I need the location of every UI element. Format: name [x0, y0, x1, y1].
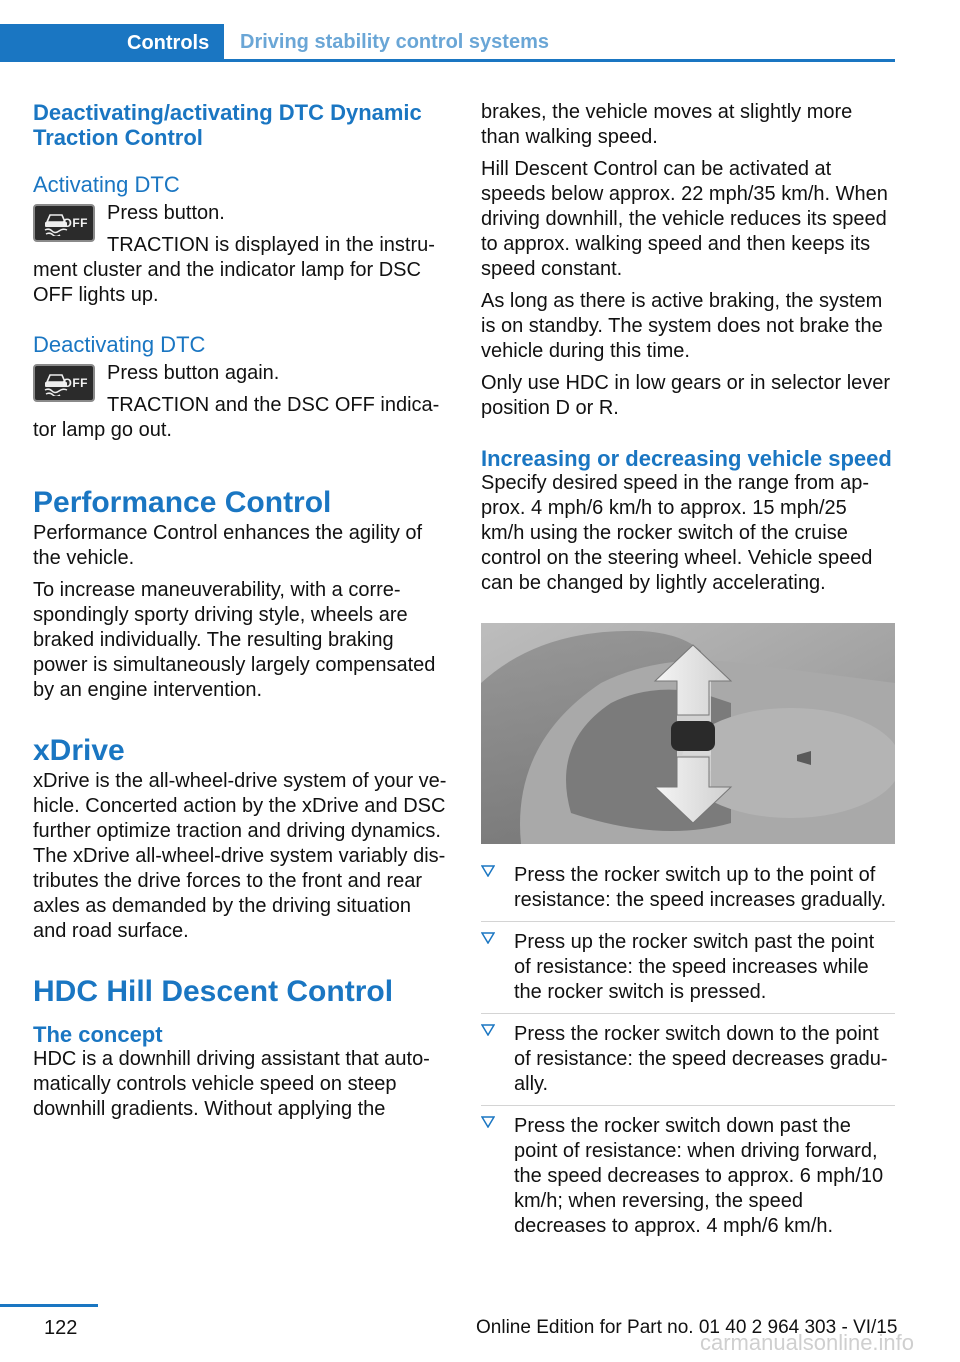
triangle-bullet-icon: [481, 865, 495, 877]
hdc-paragraph-2: Hill Descent Control can be activated at speeds below approx. 22 mph/35 km/h. When driving downhill, the vehicle reduces its speed to approx. walking speed and then keeps its speed constant.: [481, 158, 888, 280]
triangle-bullet-icon: [481, 1116, 495, 1128]
heading-vehicle-speed: Increasing or decreasing vehicle speed: [481, 446, 892, 471]
watermark: carmanualsonline.info: [700, 1330, 915, 1355]
heading-xdrive: xDrive: [33, 734, 125, 767]
edition-text: Online Edition for Part no. 01 40 2 964 303 - VI/15: [476, 1317, 898, 1338]
triangle-bullet-icon: [481, 1024, 495, 1036]
page-header: [0, 24, 895, 62]
activate-step-1: Press button.: [107, 202, 225, 224]
heading-deactivating-dtc: Deactivating DTC: [33, 332, 206, 357]
deactivate-instruction: [33, 361, 448, 443]
section-tab: Controls: [0, 24, 224, 62]
list-item: Press the rocker switch up to the point of resistance: the speed increases gradually.: [481, 863, 895, 922]
heading-dtc: Deactivating/activating DTC Dynamic Traction Control: [33, 100, 422, 150]
performance-paragraph-1: Performance Control enhances the agility of the vehicle.: [33, 522, 423, 569]
section-title: Driving stability control systems: [240, 31, 549, 53]
dsc-off-button-icon: [33, 364, 95, 402]
page-number: 122: [44, 1317, 78, 1339]
deactivate-step-1: Press button again.: [107, 362, 280, 384]
list-item: Press the rocker switch down past the point of resistance: when driving forward, the speed decreases to approx. 6 mph/10 km/h; when reversing, the speed decreases to approx. 4 mph/6 km/h.: [481, 1106, 895, 1247]
list-item: Press up the rocker switch past the point of resistance: the speed increases while the rocker switch is pressed.: [481, 922, 895, 1014]
concept-paragraph: HDC is a downhill driving assistant that auto-matically controls vehicle speed on steep downhill gradients. Without applying the: [33, 1048, 430, 1120]
speed-paragraph: Specify desired speed in the range from ap-prox. 4 mph/6 km/h to approx. 15 mph/25 km/h using the rocker switch of the cruise control on the steering wheel. Vehicle speed can be changed by lightly accelerating.: [481, 472, 873, 594]
heading-concept: The concept: [33, 1022, 163, 1047]
heading-hdc: HDC Hill Descent Control: [33, 975, 394, 1008]
list-item: Press the rocker switch down to the point of resistance: the speed decreases gradu-ally.: [481, 1014, 895, 1106]
triangle-bullet-icon: [481, 932, 495, 944]
heading-activating-dtc: Activating DTC: [33, 172, 180, 197]
performance-paragraph-2: To increase maneuverability, with a corre-spondingly sporty driving style, wheels are braked individually. The resulting braking power is simultaneously largely compensated by an engine intervention.: [33, 579, 436, 701]
activate-step-2: TRACTION is displayed in the instru-ment cluster and the indicator lamp for DSC OFF lights up.: [33, 234, 435, 306]
activate-instruction: [33, 201, 448, 308]
dsc-off-button-icon: [33, 204, 95, 242]
xdrive-paragraph: xDrive is the all-wheel-drive system of your ve-hicle. Concerted action by the xDrive and DSC further optimize traction and driving dynamics. The xDrive all-wheel-drive system variably dis-tributes the drive forces to the front and rear axles as demanded by the driving situation and road surface.: [33, 770, 447, 942]
header-rule: [0, 59, 895, 62]
rocker-switch-photo: [481, 623, 895, 844]
right-column: [481, 100, 895, 1247]
left-column: [33, 100, 448, 1129]
hdc-paragraph-1: brakes, the vehicle moves at slightly more than walking speed.: [481, 101, 853, 148]
off-label: OFF: [62, 376, 88, 390]
footer-rule: [0, 1304, 98, 1307]
rocker-instructions-list: [481, 863, 895, 1247]
hdc-paragraph-4: Only use HDC in low gears or in selector lever position D or R.: [481, 372, 891, 419]
hdc-paragraph-3: As long as there is active braking, the system is on standby. The system does not brake the vehicle during this time.: [481, 290, 883, 362]
off-label: OFF: [62, 216, 88, 230]
deactivate-step-2: TRACTION and the DSC OFF indica-tor lamp go out.: [33, 394, 440, 441]
heading-performance-control: Performance Control: [33, 486, 332, 519]
